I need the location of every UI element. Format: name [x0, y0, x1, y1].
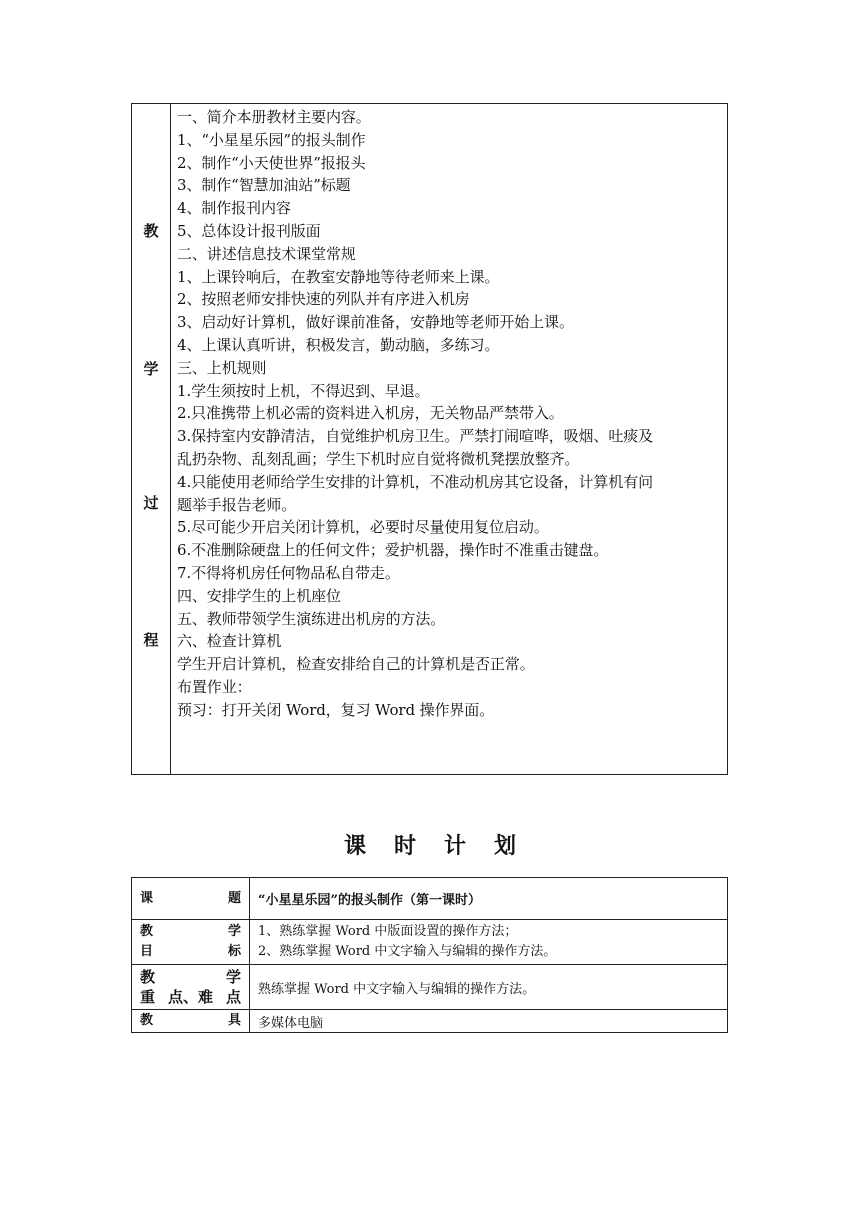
- label-char: 学: [227, 924, 241, 939]
- topic-row: [132, 878, 728, 920]
- process-line: 三、上机规则: [177, 358, 267, 377]
- process-line: 一、简介本册教材主要内容。: [177, 108, 371, 126]
- teaching-process-table: [131, 103, 728, 775]
- process-label-char: 程: [143, 631, 159, 649]
- label-char: 学: [225, 968, 241, 986]
- process-content: [171, 104, 727, 774]
- label-char: 教: [140, 1013, 154, 1028]
- process-line: 1、上课铃响后，在教室安静地等待老师来上课。: [177, 267, 500, 286]
- label-char: 教: [140, 924, 154, 939]
- label-char: 题: [227, 890, 241, 906]
- label-char: 标: [227, 944, 241, 959]
- label-char: 重: [140, 988, 156, 1006]
- process-label-column: [132, 104, 171, 774]
- goals-row: [132, 920, 728, 965]
- label-char: 教: [140, 968, 156, 986]
- process-label-char: 学: [143, 360, 159, 378]
- process-label-char: 教: [143, 222, 159, 240]
- label-char: 点: [225, 988, 241, 1006]
- process-line: 1、“小星星乐园”的报头制作: [177, 130, 366, 149]
- topic-value: “小星星乐园”的报头制作（第一课时）: [250, 878, 728, 920]
- tools-row: [132, 1010, 728, 1033]
- process-line: 2、制作“小天使世界”报报头: [177, 153, 366, 172]
- key-points-value: 熟练掌握 Word 中文字输入与编辑的操作方法。: [250, 965, 728, 1010]
- process-line: 3、启动好计算机，做好课前准备，安静地等老师开始上课。: [177, 313, 574, 332]
- lesson-plan-table: [131, 877, 728, 1033]
- process-line: 6.不准删除硬盘上的任何文件；爱护机器，操作时不准重击键盘。: [177, 541, 609, 560]
- process-line: 5.尽可能少开启关闭计算机，必要时尽量使用复位启动。: [177, 518, 549, 537]
- goal-item: 2、熟练掌握 Word 中文字输入与编辑的操作方法。: [258, 944, 557, 959]
- key-points-row: [132, 965, 728, 1010]
- process-line: 预习：打开关闭 Word，复习 Word 操作界面。: [177, 700, 495, 719]
- tools-label: [132, 1010, 250, 1033]
- process-line: 五、教师带领学生演练进出机房的方法。: [177, 609, 446, 628]
- process-line: 二、讲述信息技术课堂常规: [177, 244, 356, 263]
- process-line: 7.不得将机房任何物品私自带走。: [177, 563, 400, 582]
- process-line: 4、上课认真听讲，积极发言，勤动脑，多练习。: [177, 335, 500, 354]
- goals-label: [132, 920, 250, 965]
- process-line: 5、总体设计报刊版面: [177, 221, 321, 240]
- process-line: 3、制作“智慧加油站”标题: [177, 176, 351, 195]
- topic-label: [132, 878, 250, 920]
- process-line: 4.只能使用老师给学生安排的计算机，不准动机房其它设备，计算机有问: [177, 472, 654, 491]
- tools-value: 多媒体电脑: [250, 1010, 728, 1033]
- goal-item: 1、熟练掌握 Word 中版面设置的操作方法；: [258, 924, 518, 939]
- key-points-label: [132, 965, 250, 1010]
- process-line: 六、检查计算机: [177, 632, 282, 651]
- process-line: 乱扔杂物、乱刻乱画；学生下机时应自觉将微机凳摆放整齐。: [177, 449, 580, 468]
- label-char: 目: [140, 944, 154, 959]
- process-line: 2.只准携带上机必需的资料进入机房，无关物品严禁带入。: [177, 404, 564, 423]
- process-label-char: 过: [143, 494, 159, 512]
- process-line: 布置作业：: [177, 677, 252, 696]
- label-char: 具: [227, 1013, 241, 1028]
- process-line: 2、按照老师安排快速的列队并有序进入机房: [177, 290, 470, 309]
- process-line: 题举手报告老师。: [177, 495, 297, 514]
- process-line: 四、安排学生的上机座位: [177, 586, 341, 605]
- process-line: 4、制作报刊内容: [177, 199, 291, 218]
- process-line: 1.学生须按时上机，不得迟到、早退。: [177, 381, 430, 400]
- label-char: 点、难: [167, 988, 213, 1006]
- lesson-plan-title: 课时计划: [343, 833, 544, 859]
- goals-value: [250, 920, 728, 965]
- label-char: 课: [140, 890, 154, 906]
- process-line: 学生开启计算机，检查安排给自己的计算机是否正常。: [177, 655, 535, 674]
- process-line: 3.保持室内安静清洁，自觉维护机房卫生。严禁打闹喧哗，吸烟、吐痰及: [177, 427, 654, 446]
